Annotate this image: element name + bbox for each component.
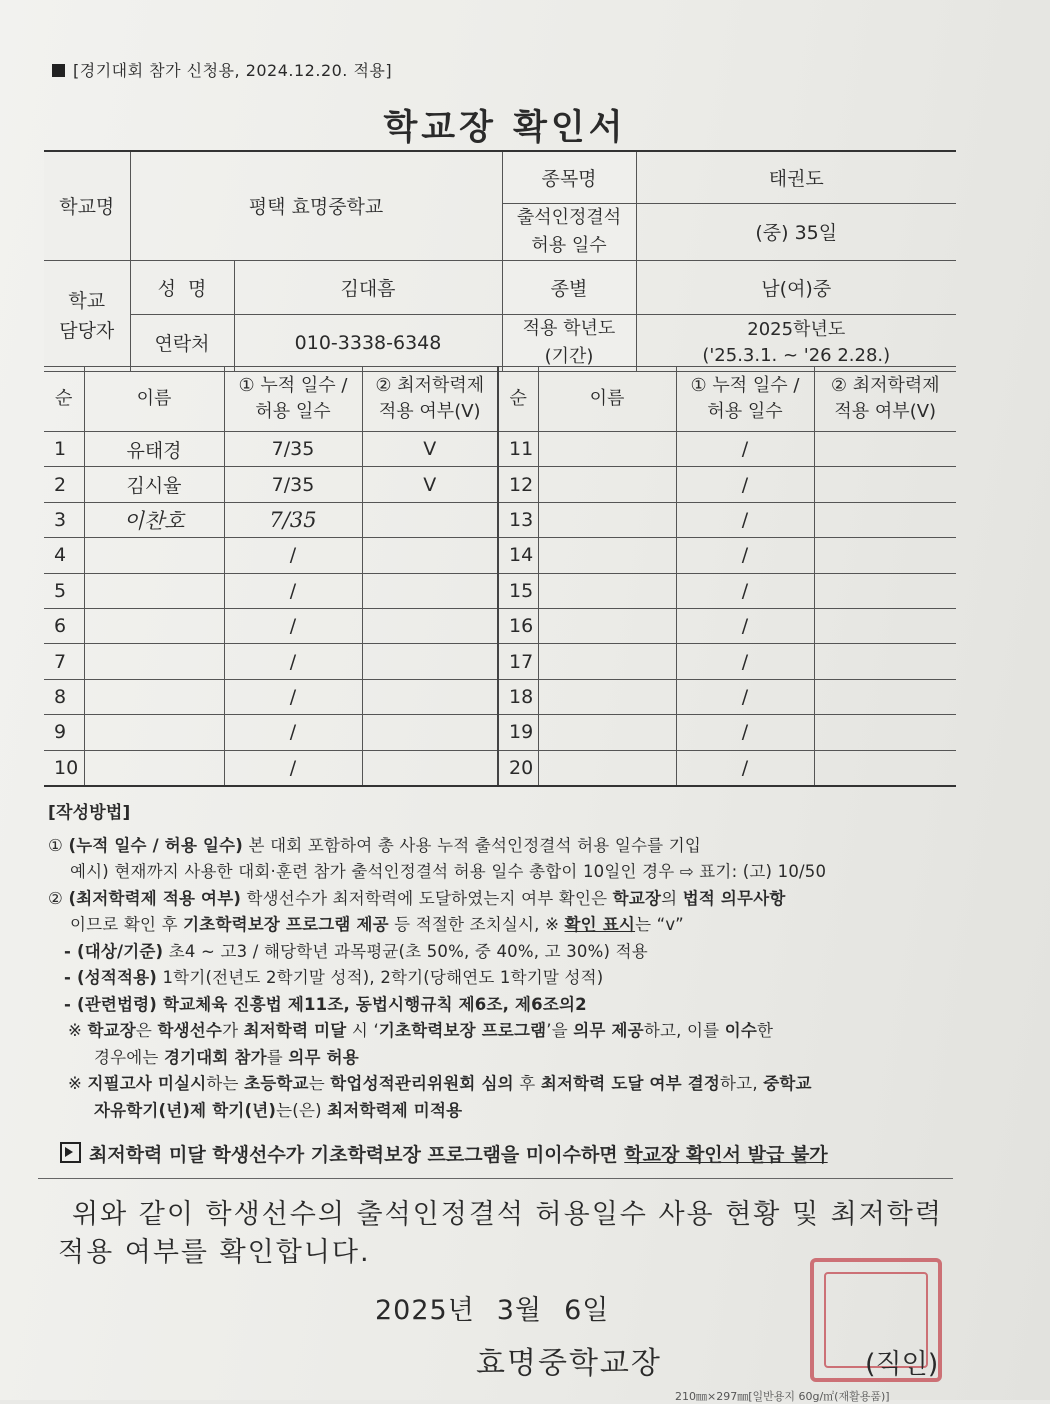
instruction-2-num: ②	[48, 888, 63, 908]
note-1-g: 하고, 이를	[643, 1021, 725, 1040]
sub-criteria	[48, 939, 953, 966]
sub-grades-text: 1학기(전년도 2학기말 성적), 2학기(당해연도 1학기말 성적)	[157, 968, 604, 987]
student-name-field: 이찬호	[84, 502, 224, 537]
row-number: 5	[44, 573, 84, 608]
divider	[38, 1178, 953, 1179]
note-2-e: 후	[513, 1074, 541, 1093]
sub-laws-bold: - (관련법령)	[64, 994, 158, 1014]
sport-label: 종목명	[502, 151, 636, 203]
note-2	[48, 1071, 953, 1098]
row-number: 3	[44, 502, 84, 537]
note-1	[48, 1018, 953, 1045]
students-table	[44, 366, 956, 787]
note-1-b4: 기초학력보장 프로그램	[378, 1021, 547, 1040]
instruction-1-example: 예시) 현재까지 사용한 대회·훈련 참가 출석인정결석 허용 일수 총합이 10일인 경우 ⇨ 표기: (고) 10/50	[70, 862, 827, 881]
instruction-2-line2-a: 이므로 확인 후	[70, 915, 184, 934]
instruction-2-bold-b: 학교장	[612, 888, 662, 908]
instructions-heading: [작성방법]	[48, 803, 131, 823]
note-1-c: 은	[135, 1021, 158, 1040]
min-check-field	[362, 608, 498, 643]
min-check-field	[362, 644, 498, 679]
note-2-c: 하는	[206, 1074, 245, 1093]
col-days-header-right-1: ① 누적 일수 /	[690, 375, 800, 396]
note-1-d: 가	[222, 1021, 244, 1040]
square-bullet-icon	[52, 64, 65, 77]
min-check-field: V	[362, 467, 498, 502]
allowed-days-label-2: 허용 일수	[531, 234, 607, 256]
student-name-field	[538, 432, 676, 467]
days-field: /	[676, 644, 814, 679]
allowed-days-label-1: 출석인정결석	[516, 206, 622, 228]
note-2-f: 하고,	[720, 1074, 764, 1093]
note-2-b5: 중학교	[763, 1074, 812, 1093]
notice-b: 가 기초학력보장 프로그램을	[285, 1144, 526, 1166]
note-1-mark: ※	[68, 1021, 88, 1040]
days-field: /	[224, 608, 362, 643]
student-name-field	[84, 538, 224, 573]
note-1-line2-d: 의무 허용	[288, 1047, 359, 1067]
note-2-line2-b2: 최저학력제 미적용	[327, 1100, 463, 1120]
student-name-field	[538, 502, 676, 537]
min-check-field	[814, 715, 956, 750]
min-check-field	[814, 467, 956, 502]
notice-e: 학교장 확인서 발급 불가	[624, 1144, 828, 1166]
min-check-field	[362, 679, 498, 714]
min-check-field	[814, 573, 956, 608]
note-1-b3: 최저학력 미달	[243, 1021, 347, 1040]
row-number: 6	[44, 608, 84, 643]
min-check-field	[814, 538, 956, 573]
students-header-row	[44, 367, 956, 432]
row-number: 16	[498, 608, 538, 643]
arrow-box-icon	[60, 1142, 81, 1163]
col-min-header-2: 적용 여부(V)	[378, 401, 481, 422]
table-row	[44, 432, 956, 467]
min-check-field	[814, 502, 956, 537]
student-name-field	[538, 644, 676, 679]
sub-criteria-bold: - (대상/기준)	[64, 941, 164, 961]
student-name-field: 유태경	[84, 432, 224, 467]
row-number: 12	[498, 467, 538, 502]
col-days-header	[224, 367, 362, 432]
sub-grades-bold: - (성적적용)	[64, 968, 158, 987]
phone-value: 010-3338-6348	[234, 314, 502, 371]
row-number: 7	[44, 644, 84, 679]
row-number: 2	[44, 467, 84, 502]
student-name-field: 김시율	[84, 467, 224, 502]
col-min-header-right-2: 적용 여부(V)	[834, 401, 937, 422]
note-1-b6: 이수	[724, 1021, 757, 1040]
col-days-header-right	[676, 367, 814, 432]
col-days-header-2: 허용 일수	[255, 401, 331, 422]
days-field: /	[676, 715, 814, 750]
student-name-field	[538, 538, 676, 573]
student-name-field	[84, 750, 224, 786]
student-name-field	[84, 644, 224, 679]
instruction-2-line2-c: 는 “v”	[635, 915, 684, 934]
manager-name: 김대흠	[234, 260, 502, 314]
min-check-field	[814, 750, 956, 786]
row-number: 11	[498, 432, 538, 467]
year-label-1: 적용 학년도	[522, 317, 616, 339]
student-name-field	[538, 750, 676, 786]
notice-a: 최저학력 미달 학생선수	[89, 1144, 286, 1166]
note-1-e: 시 ‘	[346, 1021, 379, 1040]
table-row	[44, 750, 956, 786]
paper-spec-footer: 210㎜×297㎜[일반용지 60g/㎡(재활용품)]	[675, 1390, 890, 1403]
row-number: 15	[498, 573, 538, 608]
note-2-d: 는	[308, 1074, 331, 1093]
student-name-field	[84, 679, 224, 714]
min-check-field	[814, 644, 956, 679]
days-field: /	[676, 538, 814, 573]
row-number: 8	[44, 679, 84, 714]
table-row	[44, 715, 956, 750]
instruction-2-line2-bold: 기초학력보장 프로그램 제공	[183, 915, 389, 934]
min-check-field	[362, 573, 498, 608]
note-1-b1: 학교장	[87, 1021, 136, 1040]
col-days-header-right-2: 허용 일수	[707, 401, 783, 422]
days-field: /	[224, 715, 362, 750]
note-2-b4: 최저학력 도달 여부 결정	[540, 1074, 721, 1093]
note-1-line2-c: 를	[266, 1047, 289, 1067]
form-code-text: [경기대회 참가 신청용, 2024.12.20. 적용]	[73, 61, 393, 80]
gender-label: 종별	[502, 260, 636, 314]
student-name-field	[84, 608, 224, 643]
instruction-1-num: ①	[48, 835, 63, 855]
instruction-2-line2-b: 등 적절한 조치실시, ※	[388, 915, 565, 934]
note-2-line2	[48, 1098, 953, 1125]
instructions-section	[48, 800, 953, 1124]
table-row	[44, 679, 956, 714]
instruction-2-line2	[48, 912, 953, 939]
note-1-b2: 학생선수	[157, 1021, 223, 1040]
table-row	[44, 502, 956, 537]
col-min-header-1: ② 최저학력제	[375, 375, 485, 396]
confirmation-line-1: 위와 같이 학생선수의 출석인정결석 허용일수 사용 현황 및 최저학력	[72, 1199, 943, 1230]
table-row	[44, 644, 956, 679]
note-2-b3: 학업성적관리위원회 심의	[330, 1074, 514, 1093]
note-1-b5: 의무 제공	[573, 1021, 644, 1040]
note-2-line2-c: 는(은)	[276, 1100, 328, 1120]
student-name-field	[538, 608, 676, 643]
row-number: 1	[44, 432, 84, 467]
col-min-header	[362, 367, 498, 432]
row-number: 18	[498, 679, 538, 714]
col-num-header: 순	[44, 367, 84, 432]
contact-label-1: 학교	[68, 289, 106, 312]
school-name: 평택 효명중학교	[130, 151, 502, 260]
instruction-2	[48, 886, 953, 913]
row-number: 20	[498, 750, 538, 786]
confirmation-line-2: 적용 여부를 확인합니다.	[58, 1237, 371, 1268]
days-field: /	[224, 679, 362, 714]
min-check-field	[362, 538, 498, 573]
table-row	[44, 538, 956, 573]
note-2-b1: 지필고사 미실시	[87, 1074, 207, 1093]
sub-grades	[48, 965, 953, 992]
row-number: 13	[498, 502, 538, 537]
days-field: 7/35	[224, 467, 362, 502]
note-1-h: 한	[756, 1021, 774, 1040]
school-info-table	[44, 150, 956, 372]
table-row	[44, 573, 956, 608]
col-name-header: 이름	[84, 367, 224, 432]
days-field: /	[224, 573, 362, 608]
days-field: /	[224, 644, 362, 679]
instruction-1-text: 본 대회 포함하여 총 사용 누적 출석인정결석 허용 일수를 기입	[243, 835, 701, 855]
note-1-f: ’을	[546, 1021, 574, 1040]
note-1-line2-b: 경기대회 참가	[164, 1047, 267, 1067]
instruction-2-text-a: 학생선수가 최저학력에 도달하였는지 여부 확인은	[241, 888, 613, 908]
issuance-notice	[60, 1140, 828, 1167]
student-name-field	[538, 573, 676, 608]
student-name-field	[84, 715, 224, 750]
notice-c: 미이수	[525, 1144, 581, 1166]
col-min-header-right-1: ② 최저학력제	[830, 375, 940, 396]
days-field: /	[676, 750, 814, 786]
gender-value: 남(여)중	[636, 260, 956, 314]
sub-criteria-text: 초4 ~ 고3 / 해당학년 과목평균(초 50%, 중 40%, 고 30%) 적용	[163, 941, 648, 961]
note-1-line2-a: 경우에는	[94, 1047, 165, 1067]
min-check-field	[814, 608, 956, 643]
period-text: ('25.3.1. ~ '26 2.28.)	[702, 344, 891, 366]
year-text: 2025학년도	[747, 318, 846, 340]
phone-label: 연락처	[130, 314, 234, 371]
col-num-header-right: 순	[498, 367, 538, 432]
min-check-field	[814, 432, 956, 467]
form-code	[52, 58, 392, 81]
instruction-2-bold: (최저학력제 적용 여부)	[68, 888, 242, 908]
note-2-mark: ※	[68, 1074, 88, 1093]
instruction-2-line2-underline: 확인 표시	[564, 915, 636, 934]
row-number: 10	[44, 750, 84, 786]
col-days-header-1: ① 누적 일수 /	[238, 375, 348, 396]
row-number: 17	[498, 644, 538, 679]
table-row	[44, 467, 956, 502]
year-label	[502, 314, 636, 371]
row-number: 19	[498, 715, 538, 750]
col-min-header-right	[814, 367, 956, 432]
student-name-field	[538, 679, 676, 714]
days-field: /	[676, 679, 814, 714]
min-check-field	[362, 502, 498, 537]
student-name-field	[84, 573, 224, 608]
sub-laws-text: 학교체육 진흥법 제11조, 동법시행규칙 제6조, 제6조의2	[157, 994, 587, 1014]
instruction-1-bold: (누적 일수 / 허용 일수)	[68, 835, 244, 855]
min-check-field	[362, 715, 498, 750]
min-check-field: V	[362, 432, 498, 467]
school-label: 학교명	[44, 151, 130, 260]
days-field: /	[224, 538, 362, 573]
row-number: 4	[44, 538, 84, 573]
instruction-1	[48, 833, 953, 860]
days-field: /	[224, 750, 362, 786]
allowed-days-label	[502, 203, 636, 260]
instruction-2-bold-d: 법적 의무사항	[682, 888, 786, 908]
note-2-line2-b1: 자유학기(년)제 학기(년)	[94, 1100, 277, 1120]
manager-name-label: 성 명	[130, 260, 234, 314]
days-field: 7/35	[224, 432, 362, 467]
row-number: 9	[44, 715, 84, 750]
year-value	[636, 314, 956, 371]
days-field: 7/35	[224, 502, 362, 537]
date-year: 2025년	[375, 1295, 475, 1326]
days-field: /	[676, 608, 814, 643]
col-name-header-right: 이름	[538, 367, 676, 432]
note-1-line2	[48, 1045, 953, 1072]
days-field: /	[676, 467, 814, 502]
allowed-days-value: (중) 35일	[636, 203, 956, 260]
notice-d: 하면	[580, 1144, 625, 1166]
student-name-field	[538, 715, 676, 750]
contact-label	[44, 260, 130, 371]
days-field: /	[676, 502, 814, 537]
principal-title: 효명중학교장	[476, 1346, 662, 1381]
instruction-2-text-c: 의	[661, 888, 683, 908]
student-name-field	[538, 467, 676, 502]
table-row	[44, 608, 956, 643]
row-number: 14	[498, 538, 538, 573]
note-2-b2: 초등학교	[244, 1074, 309, 1093]
contact-label-2: 담당자	[59, 319, 115, 342]
year-label-2: (기간)	[544, 345, 594, 367]
days-field: /	[676, 573, 814, 608]
date-day: 6일	[564, 1295, 610, 1326]
document-title: 학교장 확인서	[383, 108, 627, 148]
sub-laws	[48, 992, 953, 1019]
min-check-field	[814, 679, 956, 714]
seal-note: (직인)	[865, 1349, 939, 1380]
date-month: 3월	[496, 1295, 543, 1326]
issue-date	[375, 1288, 631, 1327]
min-check-field	[362, 750, 498, 786]
days-field: /	[676, 432, 814, 467]
sport-value: 태권도	[636, 151, 956, 203]
